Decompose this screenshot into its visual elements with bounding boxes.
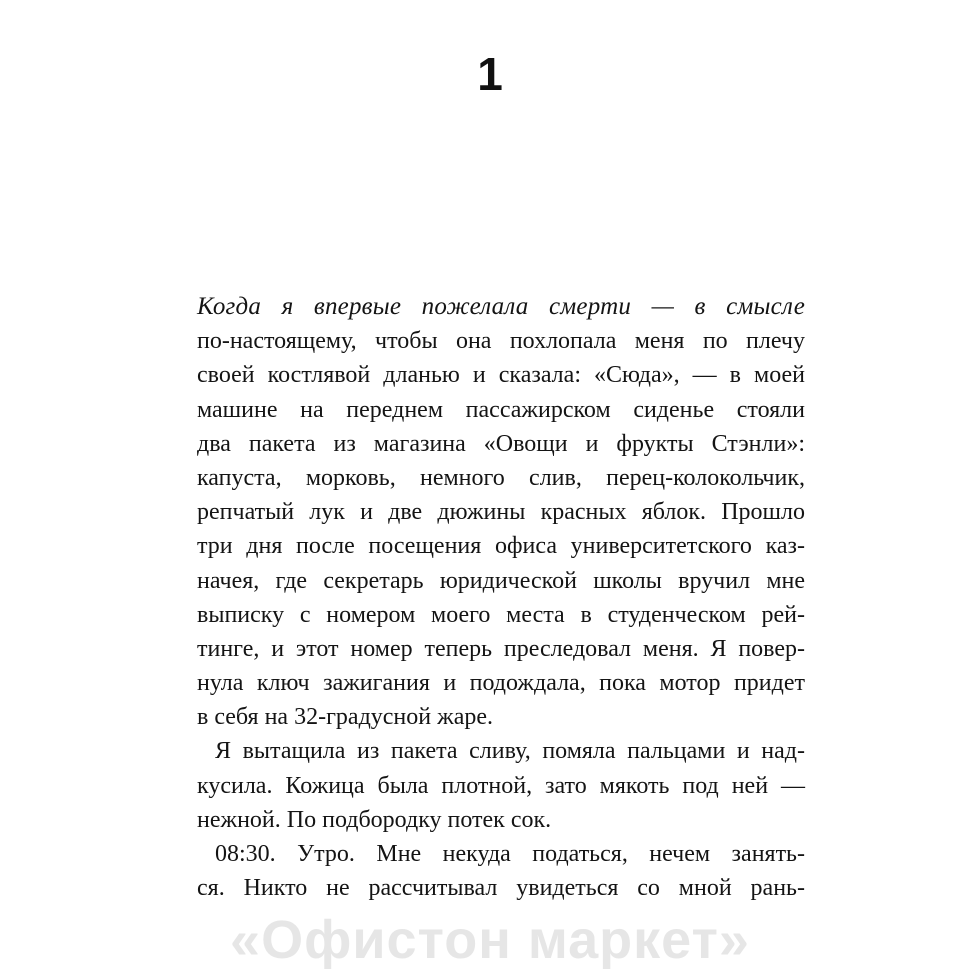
text-line: своей костлявой дланью и сказала: «Сюда», — в моей xyxy=(197,362,805,389)
text-line: кусила. Кожица была плотной, зато мякоть под ней — xyxy=(197,772,805,799)
text-line: три дня после посещения офиса университетского каз- xyxy=(197,533,805,560)
text-line: Когда я впервые пожелала смерти — в смысле xyxy=(197,293,805,320)
text-line: два пакета из магазина «Овощи и фрукты Стэнли»: xyxy=(197,430,805,457)
text-line: машине на переднем пассажирском сиденье стояли xyxy=(197,396,805,423)
text-line: нула ключ зажигания и подождала, пока мотор придет xyxy=(197,670,805,697)
chapter-number: 1 xyxy=(477,48,503,100)
text-line: 08:30. Утро. Мне некуда податься, нечем занять- xyxy=(215,841,805,867)
body-text xyxy=(197,290,805,905)
text-line: Я вытащила из пакета сливу, помяла пальцами и над- xyxy=(215,738,805,765)
text-line: ся. Никто не рассчитывал увидеться со мной рань- xyxy=(197,875,805,902)
text-line: выписку с номером моего места в студенческом рей- xyxy=(197,601,805,628)
watermark: «Офистон маркет» xyxy=(230,910,750,970)
text-line: по-настоящему, чтобы она похлопала меня по плечу xyxy=(197,328,805,355)
text-line: в себя на 32-градусной жаре. xyxy=(197,704,494,731)
text-line: тинге, и этот номер теперь преследовал меня. Я повер- xyxy=(197,635,805,662)
text-line: начея, где секретарь юридической школы вручил мне xyxy=(197,567,805,594)
text-line: репчатый лук и две дюжины красных яблок. Прошло xyxy=(197,499,805,526)
text-line: капуста, морковь, немного слив, перец-колокольчик, xyxy=(197,464,805,491)
text-line: нежной. По подбородку потек сок. xyxy=(197,806,552,833)
